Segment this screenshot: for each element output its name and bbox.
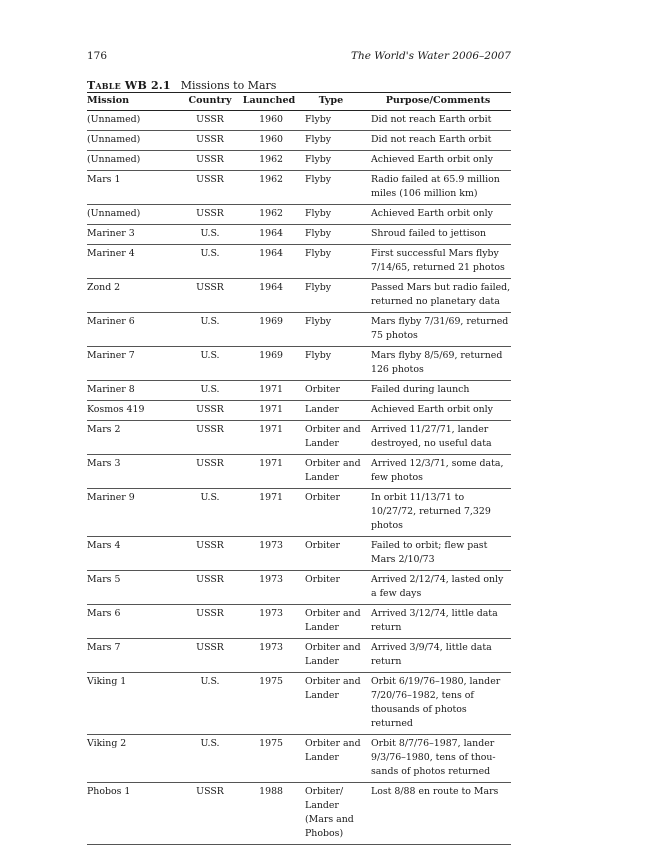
cell-purpose: Arrived 12/3/71, some data, few photos bbox=[365, 455, 511, 489]
cell-mission: (Unnamed) bbox=[87, 151, 179, 171]
table-row bbox=[87, 131, 511, 151]
table-row bbox=[87, 455, 511, 489]
table-row bbox=[87, 489, 511, 537]
cell-mission: (Unnamed) bbox=[87, 205, 179, 225]
cell-purpose: Achieved Earth orbit only bbox=[365, 151, 511, 171]
cell-country: U.S. bbox=[179, 225, 241, 245]
cell-launched: 1962 bbox=[241, 151, 297, 171]
table-label: Table WB 2.1 bbox=[87, 79, 171, 92]
column-header-country: Country bbox=[179, 93, 241, 111]
cell-country: USSR bbox=[179, 401, 241, 421]
cell-type: Flyby bbox=[297, 205, 365, 225]
cell-purpose: Failed during launch bbox=[365, 381, 511, 401]
cell-type: Flyby bbox=[297, 111, 365, 131]
cell-type: Orbiter/ Lander (Mars and Phobos) bbox=[297, 783, 365, 845]
cell-mission: Mariner 9 bbox=[87, 489, 179, 537]
cell-country: USSR bbox=[179, 151, 241, 171]
cell-type: Flyby bbox=[297, 313, 365, 347]
cell-mission: (Unnamed) bbox=[87, 131, 179, 151]
cell-launched: 1962 bbox=[241, 205, 297, 225]
table-row bbox=[87, 401, 511, 421]
cell-mission: Mariner 4 bbox=[87, 245, 179, 279]
cell-launched: 1971 bbox=[241, 381, 297, 401]
table-row bbox=[87, 245, 511, 279]
cell-country: USSR bbox=[179, 455, 241, 489]
cell-purpose: Passed Mars but radio failed, returned no planetary data bbox=[365, 279, 511, 313]
cell-mission: Mariner 8 bbox=[87, 381, 179, 401]
cell-type: Flyby bbox=[297, 151, 365, 171]
cell-country: U.S. bbox=[179, 347, 241, 381]
missions-table bbox=[87, 92, 511, 845]
cell-type: Orbiter and Lander bbox=[297, 455, 365, 489]
cell-type: Orbiter and Lander bbox=[297, 735, 365, 783]
column-header-purpose: Purpose/Comments bbox=[365, 93, 511, 111]
cell-purpose: Mars flyby 7/31/69, returned 75 photos bbox=[365, 313, 511, 347]
cell-type: Orbiter and Lander bbox=[297, 673, 365, 735]
cell-launched: 1962 bbox=[241, 171, 297, 205]
table-caption bbox=[87, 79, 276, 92]
table-body bbox=[87, 111, 511, 845]
cell-mission: Mars 1 bbox=[87, 171, 179, 205]
cell-country: USSR bbox=[179, 639, 241, 673]
table-row bbox=[87, 279, 511, 313]
cell-launched: 1971 bbox=[241, 421, 297, 455]
cell-country: U.S. bbox=[179, 489, 241, 537]
cell-purpose: Failed to orbit; flew past Mars 2/10/73 bbox=[365, 537, 511, 571]
cell-mission: Mars 2 bbox=[87, 421, 179, 455]
table-row bbox=[87, 571, 511, 605]
cell-country: USSR bbox=[179, 279, 241, 313]
cell-country: U.S. bbox=[179, 313, 241, 347]
cell-type: Orbiter and Lander bbox=[297, 605, 365, 639]
cell-mission: Viking 2 bbox=[87, 735, 179, 783]
cell-country: USSR bbox=[179, 537, 241, 571]
book-title: The World's Water 2006–2007 bbox=[350, 50, 511, 62]
cell-country: USSR bbox=[179, 783, 241, 845]
cell-type: Flyby bbox=[297, 347, 365, 381]
cell-mission: Phobos 1 bbox=[87, 783, 179, 845]
table-row bbox=[87, 783, 511, 845]
cell-type: Orbiter and Lander bbox=[297, 421, 365, 455]
cell-launched: 1973 bbox=[241, 537, 297, 571]
cell-mission: Mars 5 bbox=[87, 571, 179, 605]
cell-mission: Mariner 7 bbox=[87, 347, 179, 381]
cell-launched: 1960 bbox=[241, 131, 297, 151]
table-row bbox=[87, 673, 511, 735]
cell-type: Orbiter bbox=[297, 571, 365, 605]
cell-country: USSR bbox=[179, 205, 241, 225]
cell-type: Flyby bbox=[297, 279, 365, 313]
cell-purpose: Mars flyby 8/5/69, returned 126 photos bbox=[365, 347, 511, 381]
table-row bbox=[87, 225, 511, 245]
cell-country: USSR bbox=[179, 171, 241, 205]
cell-launched: 1964 bbox=[241, 279, 297, 313]
cell-launched: 1969 bbox=[241, 313, 297, 347]
cell-country: USSR bbox=[179, 571, 241, 605]
cell-mission: Mars 7 bbox=[87, 639, 179, 673]
cell-country: U.S. bbox=[179, 673, 241, 735]
cell-launched: 1969 bbox=[241, 347, 297, 381]
cell-purpose: First successful Mars flyby 7/14/65, returned 21 photos bbox=[365, 245, 511, 279]
page-number: 176 bbox=[87, 50, 108, 62]
cell-mission: Viking 1 bbox=[87, 673, 179, 735]
cell-type: Flyby bbox=[297, 171, 365, 205]
cell-type: Orbiter bbox=[297, 381, 365, 401]
cell-country: USSR bbox=[179, 421, 241, 455]
header-row bbox=[87, 93, 511, 111]
cell-launched: 1988 bbox=[241, 783, 297, 845]
table-row bbox=[87, 111, 511, 131]
cell-country: U.S. bbox=[179, 735, 241, 783]
table-row bbox=[87, 605, 511, 639]
cell-launched: 1960 bbox=[241, 111, 297, 131]
table-row bbox=[87, 537, 511, 571]
table-row bbox=[87, 171, 511, 205]
table-row bbox=[87, 421, 511, 455]
cell-mission: Mars 6 bbox=[87, 605, 179, 639]
cell-mission: Mars 3 bbox=[87, 455, 179, 489]
column-header-mission: Mission bbox=[87, 93, 179, 111]
table-title: Missions to Mars bbox=[180, 79, 277, 92]
cell-country: USSR bbox=[179, 111, 241, 131]
cell-type: Orbiter and Lander bbox=[297, 639, 365, 673]
cell-purpose: Did not reach Earth orbit bbox=[365, 131, 511, 151]
cell-purpose: Orbit 8/7/76–1987, lander 9/3/76–1980, tens of thou-sands of photos returned bbox=[365, 735, 511, 783]
cell-launched: 1975 bbox=[241, 735, 297, 783]
cell-type: Orbiter bbox=[297, 489, 365, 537]
cell-purpose: Radio failed at 65.9 million miles (106 million km) bbox=[365, 171, 511, 205]
cell-mission: Mars 4 bbox=[87, 537, 179, 571]
cell-launched: 1971 bbox=[241, 401, 297, 421]
cell-launched: 1973 bbox=[241, 571, 297, 605]
cell-purpose: Arrived 2/12/74, lasted only a few days bbox=[365, 571, 511, 605]
cell-purpose: Arrived 3/12/74, little data return bbox=[365, 605, 511, 639]
cell-country: U.S. bbox=[179, 381, 241, 401]
table-row bbox=[87, 381, 511, 401]
cell-purpose: In orbit 11/13/71 to 10/27/72, returned 7,329 photos bbox=[365, 489, 511, 537]
cell-launched: 1964 bbox=[241, 225, 297, 245]
running-head bbox=[87, 50, 511, 66]
cell-type: Flyby bbox=[297, 245, 365, 279]
cell-launched: 1973 bbox=[241, 639, 297, 673]
table-row bbox=[87, 313, 511, 347]
cell-launched: 1971 bbox=[241, 455, 297, 489]
table-row bbox=[87, 205, 511, 225]
cell-purpose: Shroud failed to jettison bbox=[365, 225, 511, 245]
cell-launched: 1971 bbox=[241, 489, 297, 537]
cell-type: Orbiter bbox=[297, 537, 365, 571]
cell-mission: Zond 2 bbox=[87, 279, 179, 313]
cell-type: Flyby bbox=[297, 131, 365, 151]
cell-country: USSR bbox=[179, 131, 241, 151]
cell-purpose: Arrived 3/9/74, little data return bbox=[365, 639, 511, 673]
cell-purpose: Did not reach Earth orbit bbox=[365, 111, 511, 131]
cell-mission: (Unnamed) bbox=[87, 111, 179, 131]
missions-table-container bbox=[87, 92, 511, 845]
cell-country: USSR bbox=[179, 605, 241, 639]
table-header bbox=[87, 93, 511, 111]
cell-type: Lander bbox=[297, 401, 365, 421]
cell-purpose: Lost 8/88 en route to Mars bbox=[365, 783, 511, 845]
cell-purpose: Arrived 11/27/71, lander destroyed, no useful data bbox=[365, 421, 511, 455]
column-header-type: Type bbox=[297, 93, 365, 111]
cell-mission: Kosmos 419 bbox=[87, 401, 179, 421]
cell-launched: 1975 bbox=[241, 673, 297, 735]
table-row bbox=[87, 347, 511, 381]
table-row bbox=[87, 639, 511, 673]
cell-purpose: Orbit 6/19/76–1980, lander 7/20/76–1982, tens of thousands of photos returned bbox=[365, 673, 511, 735]
column-header-launched: Launched bbox=[241, 93, 297, 111]
cell-purpose: Achieved Earth orbit only bbox=[365, 205, 511, 225]
cell-launched: 1973 bbox=[241, 605, 297, 639]
cell-country: U.S. bbox=[179, 245, 241, 279]
cell-purpose: Achieved Earth orbit only bbox=[365, 401, 511, 421]
cell-type: Flyby bbox=[297, 225, 365, 245]
table-row bbox=[87, 151, 511, 171]
cell-mission: Mariner 3 bbox=[87, 225, 179, 245]
cell-launched: 1964 bbox=[241, 245, 297, 279]
table-row bbox=[87, 735, 511, 783]
cell-mission: Mariner 6 bbox=[87, 313, 179, 347]
